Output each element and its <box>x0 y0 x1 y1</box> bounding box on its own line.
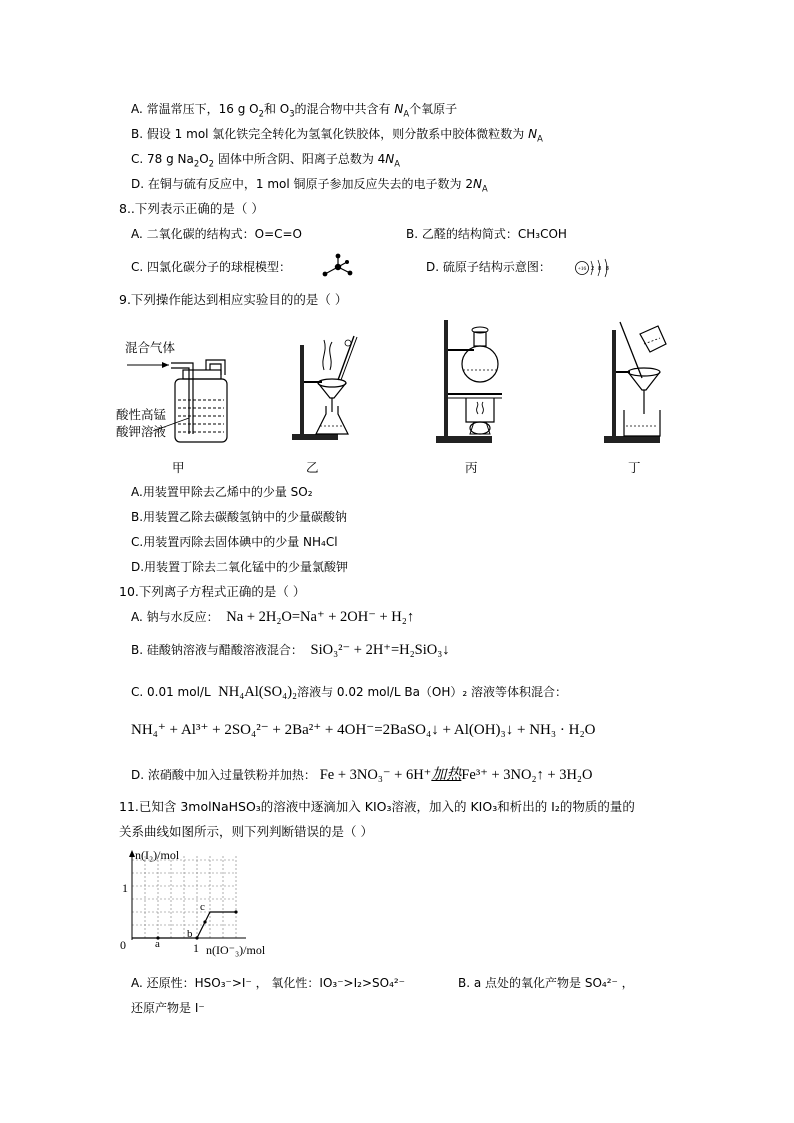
sulfur-shell-3: 8 <box>605 266 609 272</box>
q7-option-d: D. 在铜与硫有反应中，1 mol 铜原子参加反应失去的电子数为 $2N_A$ <box>131 177 488 194</box>
graph-point-c: c <box>200 901 205 913</box>
graph-x-tick-1: 1 <box>193 941 199 955</box>
label-bing: 丙 <box>465 460 478 475</box>
q10-equation-a: Na + 2H₂O=Na⁺ + 2OH⁻ + H₂↑ <box>226 609 415 625</box>
jia-solution-label-2: 酸钾溶液 <box>116 424 167 439</box>
q9-option-b: B.用装置乙除去碳酸氢钠中的少量碳酸钠 <box>131 510 348 524</box>
q9-option-d: D.用装置丁除去二氧化锰中的少量氯酸钾 <box>131 560 349 574</box>
sulfur-shell-2: 8 <box>598 266 602 272</box>
q7-option-a: A. 常温常压下，16 g $O_2$和 $O_3$的混合物中共含有 $N_A$个氧原子 <box>131 102 458 119</box>
q11-stem-line-2: 关系曲线如图所示，则下列判断错误的是（ ） <box>119 824 373 839</box>
q11-graph <box>118 848 288 960</box>
q8-option-d: D. 硫原子结构示意图： <box>426 260 551 274</box>
q9-option-c: C.用装置丙除去固体碘中的少量 NH₄Cl <box>131 535 338 549</box>
graph-point-b: b <box>187 928 193 940</box>
q10-option-c: C. 0.01 mol/L NH₄Al(SO₄)₂溶液与 0.02 mol/L Ba（OH）₂ 溶液等体积混合： <box>131 684 568 700</box>
q11-stem-line-1: 11.已知含 3molNaHSO₃的溶液中逐滴加入 KIO₃溶液，加入的 KIO₃和析出的 I₂的物质的量的 <box>119 799 635 814</box>
q10-option-d: D. 浓硝酸中加入过量铁粉并加热： Fe + 3NO₃⁻ + 6H⁺加热Fe³⁺ + 3NO₂↑ + 3H₂O <box>131 767 593 783</box>
q9-stem: 9.下列操作能达到相应实验目的的是（ ） <box>119 292 348 307</box>
label-ding: 丁 <box>628 460 641 475</box>
jia-solution-label-1: 酸性高锰 <box>116 407 167 422</box>
q11-option-b: B. a 点处的氧化产物是 SO₄²⁻ ， <box>458 976 634 990</box>
q10-option-b: B. 硅酸钠溶液与醋酸溶液混合： SiO₃²⁻ + 2H⁺=H₂SiO₃↓ <box>131 642 450 658</box>
q10-equation-b: SiO₃²⁻ + 2H⁺=H₂SiO₃↓ <box>310 642 450 658</box>
q8-option-a: A. 二氧化碳的结构式：O=C=O <box>131 227 303 241</box>
q10-option-a: A. 钠与水反应： Na + 2H₂O=Na⁺ + 2OH⁻ + H₂↑ <box>131 609 415 625</box>
graph-origin: 0 <box>120 938 126 952</box>
q7-option-b: B. 假设 1 mol 氯化铁完全转化为氢氧化铁胶体，则分散系中胶体微粒数为 $N_A$ <box>131 127 543 144</box>
sulfur-atom-diagram <box>574 258 616 278</box>
apparatus-bing <box>430 318 512 446</box>
q11-option-a: A. 还原性：HSO₃⁻>I⁻ ， 氧化性：IO₃⁻>I₂>SO₄²⁻ <box>131 976 406 990</box>
heat-condition: 加热 <box>431 767 462 783</box>
q8-option-c: C. 四氯化碳分子的球棍模型： <box>131 260 292 274</box>
label-jia: 甲 <box>172 460 185 475</box>
graph-y-tick-1: 1 <box>122 881 128 895</box>
jia-gas-label: 混合气体 <box>125 340 176 355</box>
q9-option-a: A.用装置甲除去乙烯中的少量 SO₂ <box>131 485 313 499</box>
q10-equation-c: NH₄⁺ + Al³⁺ + 2SO₄²⁻ + 2Ba²⁺ + 4OH⁻=2BaSO₄↓ + Al(OH)₃↓ + NH₃ · H₂O <box>131 722 596 738</box>
q8-option-b: B. 乙醛的结构简式：CH₃COH <box>406 227 567 241</box>
apparatus-yi <box>290 330 370 445</box>
ball-stick-model-icon <box>320 253 356 279</box>
apparatus-ding <box>600 320 682 446</box>
sulfur-shell-1: 2 <box>590 266 595 272</box>
q7-option-c: C. 78 g $Na_2O_2$ 固体中所含阴、阳离子总数为 $4N_A$ <box>131 152 400 169</box>
graph-y-axis-label: n(I₂)/mol <box>135 848 180 862</box>
graph-point-a: a <box>155 938 160 950</box>
sulfur-nucleus-charge: +16 <box>577 266 587 273</box>
q10-stem: 10.下列离子方程式正确的是（ ） <box>119 584 306 599</box>
q8-stem: 8..下列表示正确的是（ ） <box>119 201 264 216</box>
label-yi: 乙 <box>306 460 319 475</box>
q11-option-b-continued: 还原产物是 I⁻ <box>131 1001 205 1015</box>
graph-x-axis-label: n(IO⁻₃)/mol <box>206 943 266 957</box>
